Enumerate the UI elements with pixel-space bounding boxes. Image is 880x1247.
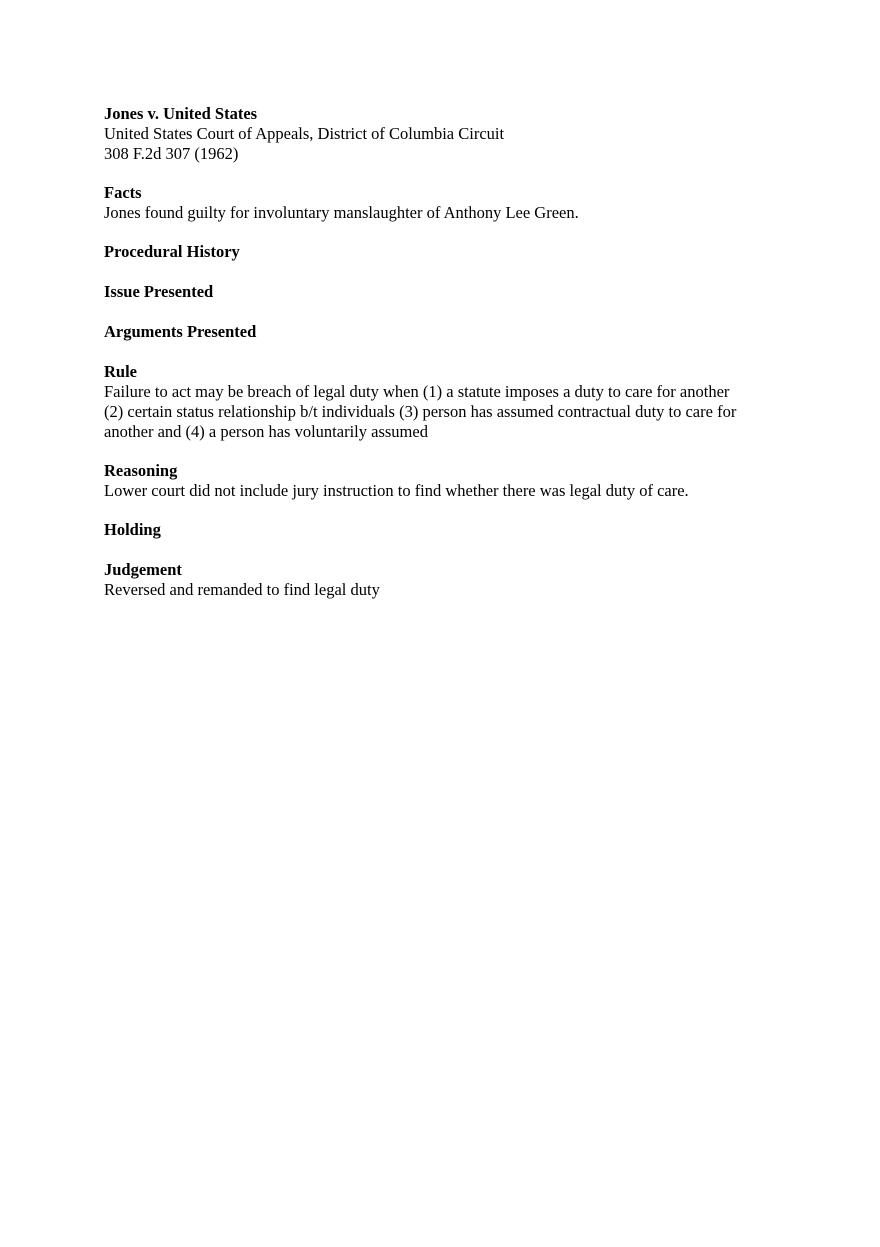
rule-heading: Rule — [104, 362, 137, 381]
case-header — [104, 104, 794, 164]
reasoning-heading: Reasoning — [104, 461, 178, 480]
facts-body: Jones found guilty for involuntary manslaughter of Anthony Lee Green. — [104, 203, 579, 222]
section-rule — [104, 362, 794, 442]
judgement-heading: Judgement — [104, 560, 182, 579]
section-reasoning — [104, 461, 794, 501]
judgement-body: Reversed and remanded to find legal duty — [104, 580, 380, 599]
rule-line-2: (2) certain status relationship b/t individuals (3) person has assumed contractual duty to care for — [104, 402, 737, 421]
rule-line-3: another and (4) a person has voluntarily assumed — [104, 422, 428, 441]
section-procedural-history — [104, 242, 794, 262]
section-issue-presented — [104, 282, 794, 302]
facts-heading: Facts — [104, 183, 142, 202]
issue-presented-heading: Issue Presented — [104, 282, 214, 301]
arguments-presented-heading: Arguments Presented — [104, 322, 257, 341]
reasoning-body: Lower court did not include jury instruction to find whether there was legal duty of care. — [104, 481, 689, 500]
holding-heading: Holding — [104, 520, 161, 539]
procedural-history-heading: Procedural History — [104, 242, 240, 261]
section-arguments-presented — [104, 322, 794, 342]
case-title: Jones v. United States — [104, 104, 258, 123]
document-page — [104, 104, 794, 600]
rule-line-1: Failure to act may be breach of legal duty when (1) a statute imposes a duty to care for another — [104, 382, 730, 401]
case-citation: 308 F.2d 307 (1962) — [104, 144, 239, 163]
court-name: United States Court of Appeals, District of Columbia Circuit — [104, 124, 505, 143]
section-judgement — [104, 560, 794, 600]
section-facts — [104, 183, 794, 223]
section-holding — [104, 520, 794, 540]
